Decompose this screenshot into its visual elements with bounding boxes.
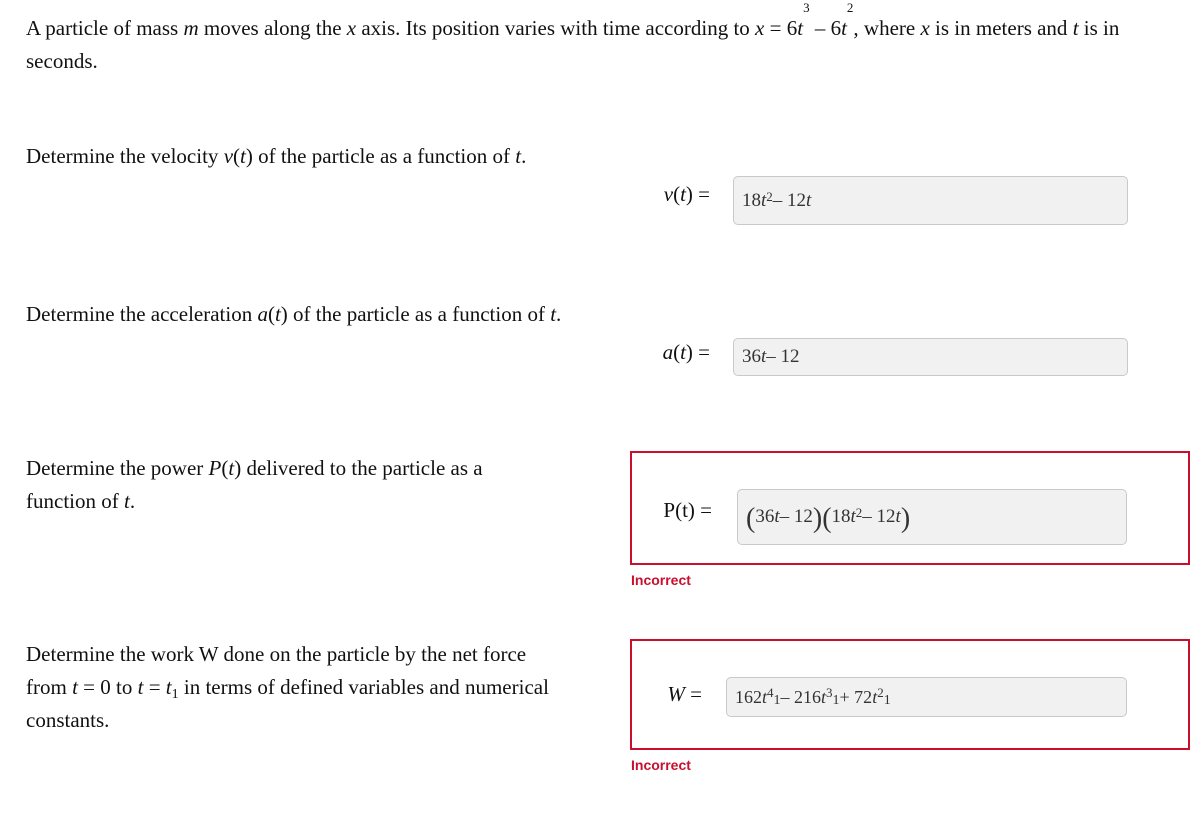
question-text: = 0 to [77,675,138,699]
power-label: P(t) = [663,498,712,522]
question-text: of the particle as a function of [252,144,516,168]
time-variable: t [841,16,847,40]
answer-var: t [821,686,827,707]
question-text: = [143,675,166,699]
answer-var: t [762,686,768,707]
answer-var: t [872,686,878,707]
answer-text: – 12 [779,506,813,527]
power-status-incorrect: Incorrect [631,572,691,588]
exponent: 2 [846,0,854,15]
work-status-incorrect: Incorrect [631,757,691,773]
time-variable: t [165,675,172,699]
intro-text: is in seconds. [26,16,1120,73]
answer-text: – 12 [862,506,896,527]
answer-text: 162 [735,686,762,707]
time-variable: t [1072,16,1079,40]
lhs-arg: t [680,182,686,206]
velocity-label: v(t) = [663,182,710,206]
equals-sign: = [692,340,710,364]
time-variable: t [797,16,804,40]
time-variable: t [515,144,522,168]
function-name: v [223,144,234,168]
acceleration-answer-field[interactable] [733,338,1128,376]
acceleration-label: a(t) = [662,340,710,364]
answer-text: 36 [755,506,775,527]
time-variable: t [550,302,557,326]
work-label [612,682,702,707]
answer-var: t [761,346,767,367]
lhs-arg: t [680,340,686,364]
intro-text: moves along the [198,16,347,40]
question-velocity: Determine the velocity v(t) of the particle as a function of t. [26,144,527,168]
lhs-function: v [663,182,674,206]
answer-text: – 12 [772,189,807,211]
intro-text: – 6 [809,16,842,40]
work-answer-field[interactable]: 162 t $^4$ $_1$ – 216 t $^3$ $_1$ + 72 t $^2$ $_1$ [726,677,1127,717]
question-work [26,638,566,737]
question-text: in terms of defined variables and numerical constants. [26,675,549,732]
time-variable: t [137,675,144,699]
position-variable: x [920,16,930,40]
function-name: a [257,302,268,326]
question-text: Determine the acceleration [26,302,258,326]
answer-text: 36 [742,346,761,367]
answer-text: – 12 [766,346,800,367]
velocity-answer-field[interactable]: 18 t $^2$ – 12 t [733,176,1128,225]
question-text: delivered to the particle as a function of [26,456,483,513]
question-text: Determine the velocity [26,144,224,168]
answer-text: – 216 [780,686,822,707]
intro-text: , where [853,16,921,40]
intro-text: A particle of mass [26,16,184,40]
question-text: . [521,144,527,168]
exponent: 3 [803,0,810,15]
question-text: Determine the power [26,456,209,480]
equals-sign: = [684,682,702,706]
answer-var: t [850,506,856,527]
question-acceleration: Determine the acceleration a(t) of the particle as a function of t. [26,302,562,326]
lhs-function: a [662,340,674,364]
answer-var: t [761,189,767,211]
intro-text: axis. Its position varies with time according to [356,16,756,40]
answer-text: 18 [742,189,761,211]
power-answer-field[interactable]: ( 36 t – 12 ) ( 18 t $^2$ – 12 t ) [737,489,1127,545]
answer-var: t [895,506,901,527]
lhs-variable: W [667,682,685,706]
function-arg: t [240,144,246,168]
function-arg: t [274,302,281,326]
function-arg: t [228,456,235,480]
question-text: . [556,302,562,326]
subscript: 1 [171,687,179,702]
intro-text: = 6 [764,16,798,40]
mass-variable: m [183,16,199,40]
question-text: Determine the work W done on the particle by the net force from [26,642,527,699]
answer-var: t [806,189,812,211]
question-power: Determine the power P(t) delivered to the particle as a function of t. [26,456,483,513]
axis-variable: x [346,16,357,40]
answer-var: t [774,506,780,527]
question-text: of the particle as a function of [287,302,551,326]
function-name: P [208,456,222,480]
equals-sign: = [692,182,710,206]
answer-text: 18 [831,506,851,527]
question-text: . [129,489,136,513]
intro-text: is in meters and [929,16,1073,40]
problem-statement [26,0,1191,78]
answer-text: + 72 [839,686,873,707]
position-variable: x [755,16,765,40]
time-variable: t [72,675,78,699]
time-variable: t [123,489,130,513]
